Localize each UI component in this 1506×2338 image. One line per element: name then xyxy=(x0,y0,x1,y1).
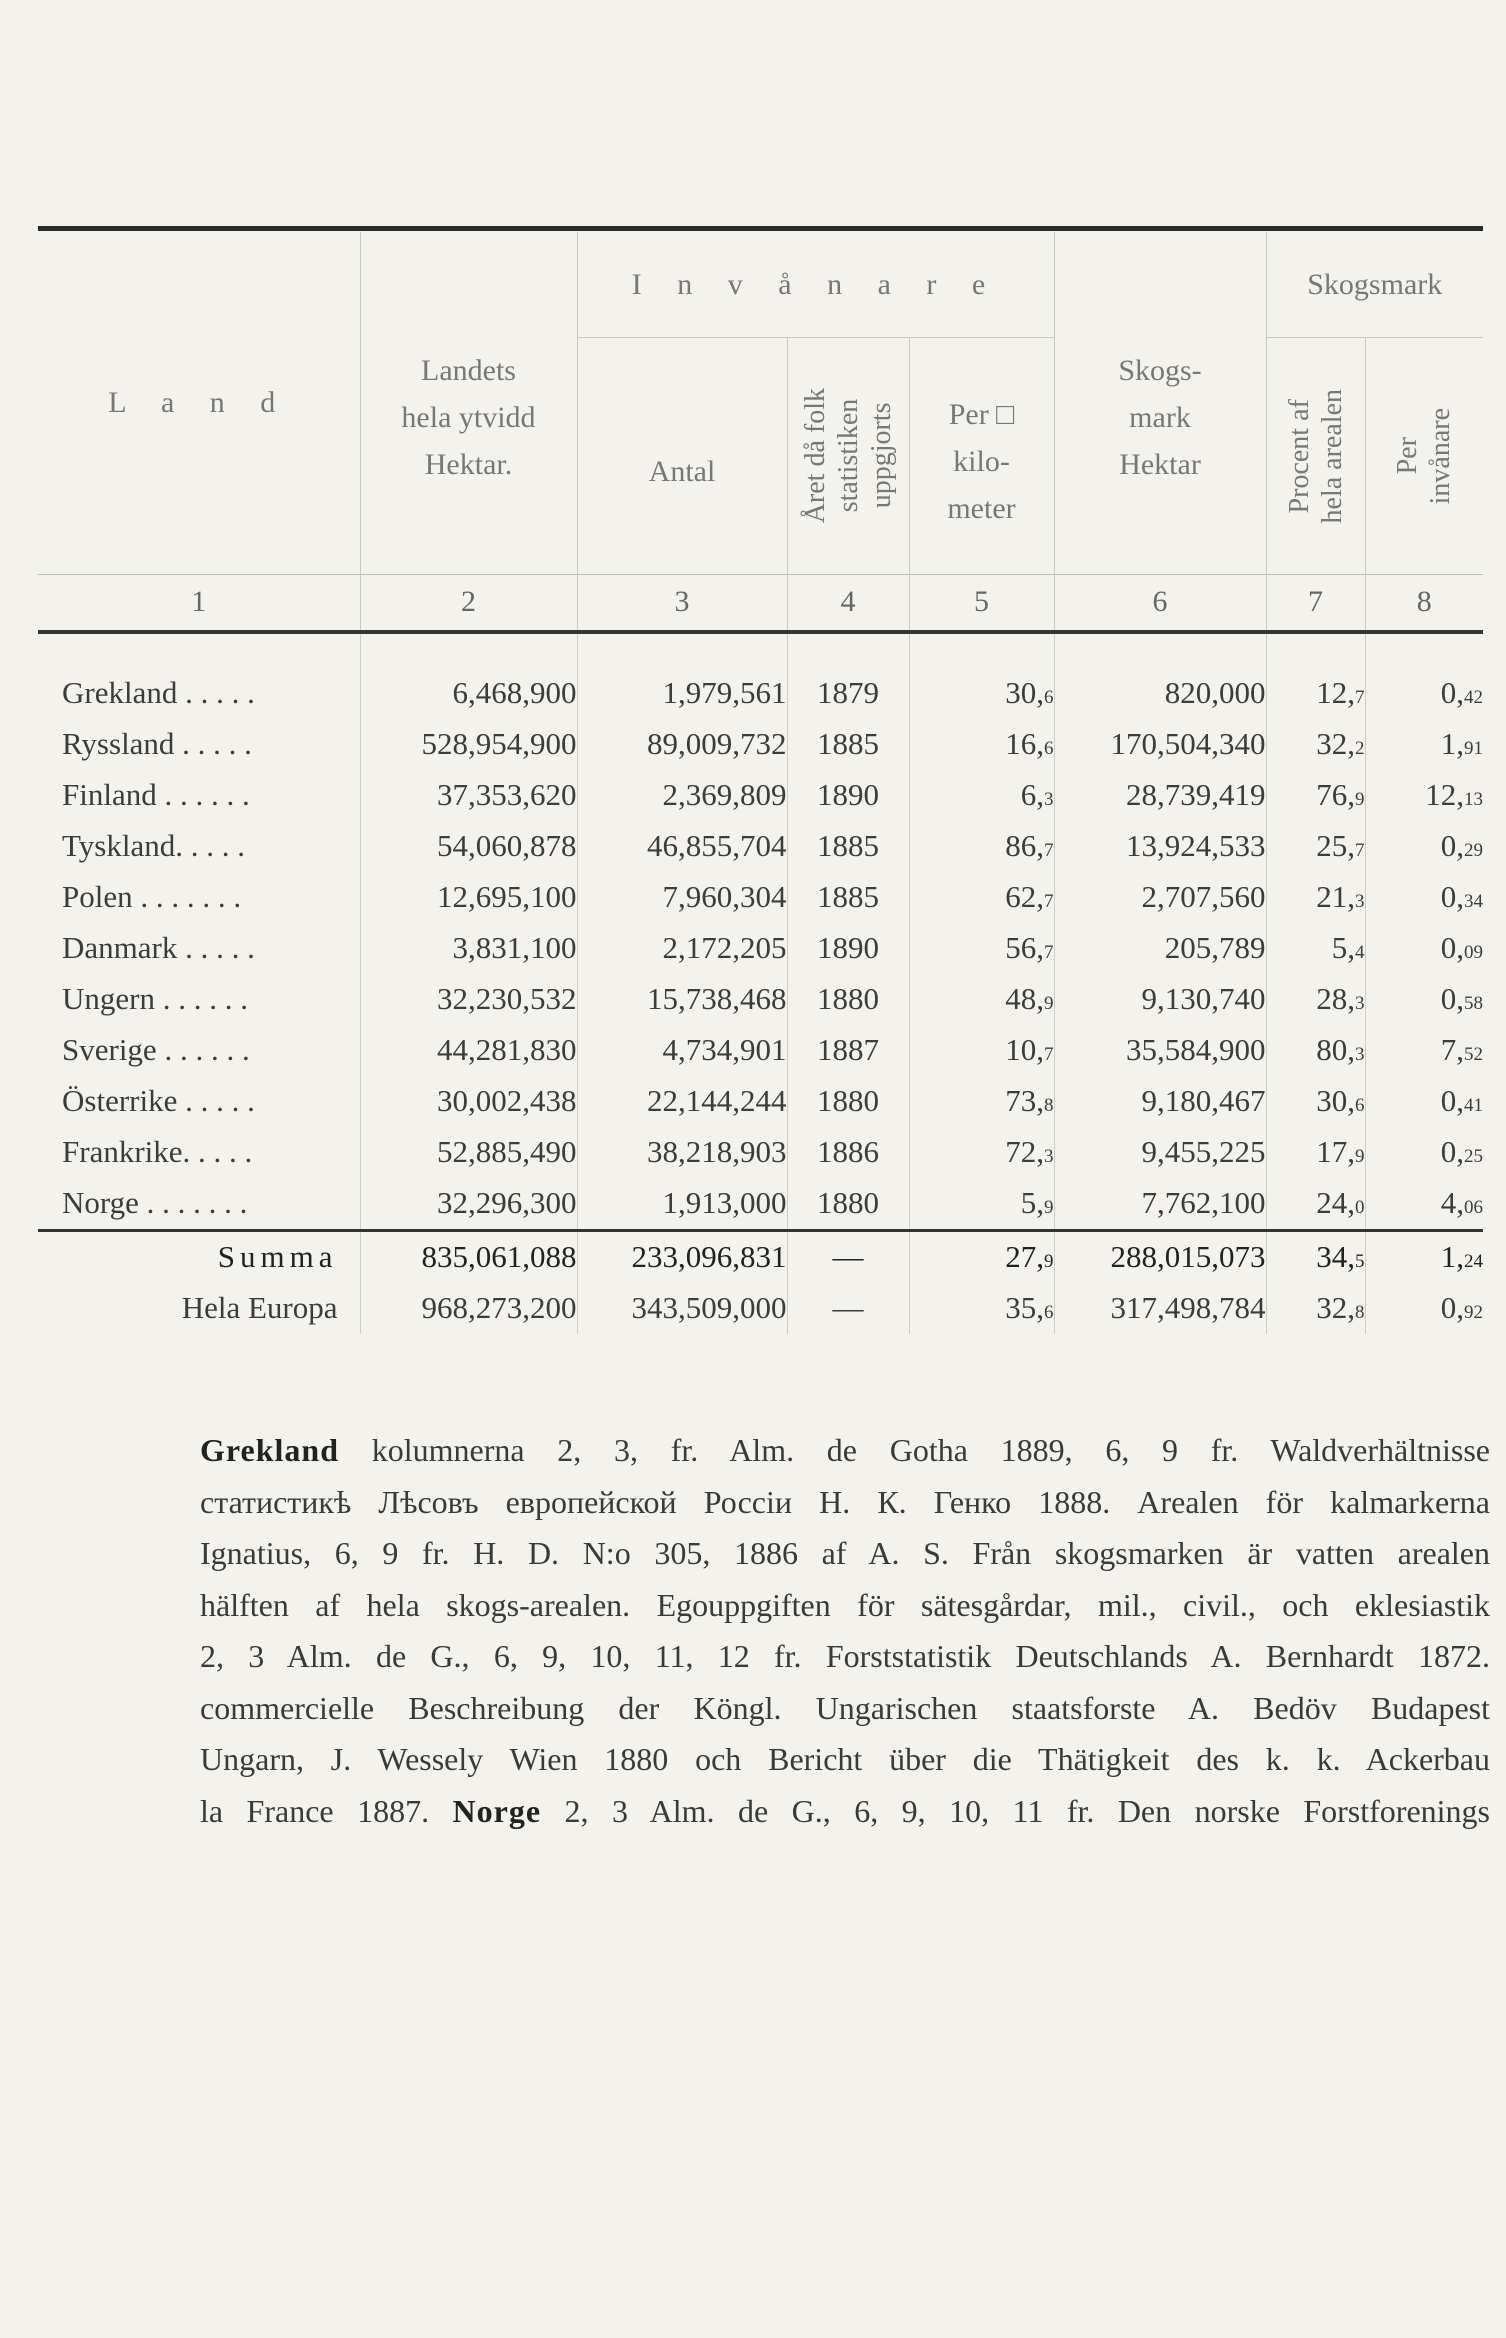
europa-ar: — xyxy=(787,1283,909,1334)
europa-km: 35,6 xyxy=(909,1283,1054,1334)
source-notes xyxy=(200,1425,1490,1837)
column-number: 2 xyxy=(360,574,577,632)
cell-antal: 2,172,205 xyxy=(577,923,787,974)
note-line: Grekland kolumnerna 2, 3, fr. Alm. de Gotha 1889, 6, 9 fr. Waldverhältnisse xyxy=(200,1432,1491,1468)
cell-proc: 5,4 xyxy=(1266,923,1365,974)
cell-per: 0,25 xyxy=(1440,1134,1483,1169)
table-row xyxy=(38,719,1483,770)
cell-km: 56,7 xyxy=(909,923,1054,974)
cell-per: 4,06 xyxy=(1365,1178,1483,1231)
cell-skog: 205,789 xyxy=(1054,923,1266,974)
cell-area: 6,468,900 xyxy=(360,668,577,719)
cell-per: 0,41 xyxy=(1440,1083,1483,1118)
column-number: 6 xyxy=(1054,574,1266,632)
note-line: Ungarn, J. Wessely Wien 1880 och Bericht über die Thätigkeit des k. k. Ackerbau xyxy=(200,1741,1490,1777)
cell-area: 44,281,830 xyxy=(360,1025,577,1076)
cell-ar: 1887 xyxy=(787,1025,909,1076)
cell-proc: 76,9 xyxy=(1266,770,1365,821)
cell-land: Österrike . . . . . xyxy=(38,1076,360,1127)
summa-ar: — xyxy=(787,1230,909,1283)
table-row xyxy=(38,872,1483,923)
summa-antal: 233,096,831 xyxy=(577,1230,787,1283)
summa-km: 27,9 xyxy=(909,1230,1054,1283)
cell-ar: 1880 xyxy=(787,974,909,1025)
cell-skog: 9,180,467 xyxy=(1054,1076,1266,1127)
table-row xyxy=(38,821,1483,872)
summa-per: 1,24 xyxy=(1365,1230,1483,1283)
cell-land: Sverige . . . . . . xyxy=(38,1025,360,1076)
cell-area: 54,060,878 xyxy=(360,821,577,872)
header-skogsmark: Skogsmark xyxy=(1266,232,1483,338)
note-line: 2, 3 Alm. de G., 6, 9, 10, 11, 12 fr. Forststatistik Deutschlands A. Bernhardt 1872. xyxy=(200,1638,1490,1674)
table-row xyxy=(38,1127,1483,1178)
cell-per: 7,52 xyxy=(1440,1032,1483,1067)
header-per-invanare: Per invånare xyxy=(1392,407,1457,505)
cell-km: 62,7 xyxy=(909,872,1054,923)
cell-area: 528,954,900 xyxy=(360,719,577,770)
header-per-km: Per □ kilo- meter xyxy=(909,338,1054,575)
cell-antal: 1,913,000 xyxy=(577,1178,787,1231)
cell-ar: 1885 xyxy=(787,872,909,923)
cell-area: 30,002,438 xyxy=(360,1076,577,1127)
table-row xyxy=(38,770,1483,821)
cell-skog: 35,584,900 xyxy=(1054,1025,1266,1076)
cell-proc: 12,7 xyxy=(1266,668,1365,719)
header-skogsmark-hektar: Skogs- mark Hektar xyxy=(1054,232,1266,574)
cell-km: 72,3 xyxy=(909,1127,1054,1178)
table-row xyxy=(38,668,1483,719)
cell-proc: 25,7 xyxy=(1266,821,1365,872)
cell-skog: 13,924,533 xyxy=(1054,821,1266,872)
cell-ar: 1880 xyxy=(787,1076,909,1127)
cell-land: Frankrike. . . . . xyxy=(38,1127,360,1178)
note-line: la France 1887. Norge 2, 3 Alm. de G., 6, 9, 10, 11 fr. Den norske Forstforenings xyxy=(200,1792,1490,1829)
cell-antal: 15,738,468 xyxy=(577,974,787,1025)
cell-ar: 1879 xyxy=(787,668,909,719)
cell-antal: 4,734,901 xyxy=(577,1025,787,1076)
top-rule xyxy=(38,226,1483,231)
europa-per: 0,92 xyxy=(1440,1290,1483,1325)
note-line: hälften af hela skogs-arealen. Egouppgiften för sätesgårdar, mil., civil., och eklesiastik xyxy=(200,1586,1490,1623)
cell-land: Danmark . . . . . xyxy=(38,923,360,974)
cell-proc: 30,6 xyxy=(1266,1076,1365,1127)
cell-ar: 1890 xyxy=(787,770,909,821)
cell-proc: 24,0 xyxy=(1266,1178,1365,1231)
cell-skog: 9,455,225 xyxy=(1054,1127,1266,1178)
summa-area: 835,061,088 xyxy=(360,1230,577,1283)
cell-area: 3,831,100 xyxy=(360,923,577,974)
europa-proc: 32,8 xyxy=(1266,1283,1365,1334)
table-row xyxy=(38,1076,1483,1127)
summa-skog: 288,015,073 xyxy=(1054,1230,1266,1283)
europa-antal: 343,509,000 xyxy=(577,1283,787,1334)
cell-km: 30,6 xyxy=(909,668,1054,719)
column-number-row xyxy=(38,574,1483,632)
cell-skog: 820,000 xyxy=(1054,668,1266,719)
cell-km: 73,8 xyxy=(909,1076,1054,1127)
cell-land: Polen . . . . . . . xyxy=(38,872,360,923)
column-number: 3 xyxy=(577,574,787,632)
cell-km: 86,7 xyxy=(909,821,1054,872)
europa-label: Hela Europa xyxy=(38,1283,360,1334)
cell-area: 32,296,300 xyxy=(360,1178,577,1231)
cell-antal: 38,218,903 xyxy=(577,1127,787,1178)
cell-km: 16,6 xyxy=(909,719,1054,770)
cell-land: Finland . . . . . . xyxy=(38,770,360,821)
europa-skog: 317,498,784 xyxy=(1054,1283,1266,1334)
cell-km: 10,7 xyxy=(909,1025,1054,1076)
header-antal: Antal xyxy=(577,338,787,575)
cell-km: 48,9 xyxy=(909,974,1054,1025)
table-row xyxy=(38,1178,1483,1231)
cell-proc: 17,9 xyxy=(1266,1127,1365,1178)
cell-land: Grekland . . . . . xyxy=(38,668,360,719)
header-landets: Landets hela ytvidd Hektar. xyxy=(360,232,577,574)
cell-land: Ungern . . . . . . xyxy=(38,974,360,1025)
header-procent: Procent af hela arealen xyxy=(1266,338,1365,575)
cell-land: Tyskland. . . . . xyxy=(38,821,360,872)
cell-ar: 1890 xyxy=(787,923,909,974)
cell-antal: 1,979,561 xyxy=(577,668,787,719)
cell-area: 52,885,490 xyxy=(360,1127,577,1178)
cell-ar: 1885 xyxy=(787,719,909,770)
column-number: 8 xyxy=(1365,574,1483,632)
header-invanare: I n v å n a r e xyxy=(577,232,1054,338)
note-line: статистикѣ Лѣсовъ европейской Россіи Н. К. Генко 1888. Arealen för kalmarkerna xyxy=(200,1483,1490,1520)
cell-proc: 21,3 xyxy=(1266,872,1365,923)
summa-row xyxy=(38,1230,1483,1283)
cell-skog: 170,504,340 xyxy=(1054,719,1266,770)
cell-ar: 1885 xyxy=(787,821,909,872)
table-row xyxy=(38,1025,1483,1076)
cell-per: 0,09 xyxy=(1440,930,1483,965)
summa-label: Summa xyxy=(38,1230,360,1283)
statistics-table xyxy=(38,232,1483,1334)
column-number: 5 xyxy=(909,574,1054,632)
europa-area: 968,273,200 xyxy=(360,1283,577,1334)
cell-skog: 28,739,419 xyxy=(1054,770,1266,821)
cell-skog: 2,707,560 xyxy=(1054,872,1266,923)
column-number: 1 xyxy=(38,574,360,632)
cell-ar: 1886 xyxy=(787,1127,909,1178)
cell-km: 5,9 xyxy=(909,1178,1054,1231)
table-row xyxy=(38,974,1483,1025)
cell-per: 1,91 xyxy=(1440,726,1483,761)
cell-ar: 1880 xyxy=(787,1178,909,1231)
cell-per: 12,13 xyxy=(1425,777,1483,812)
cell-area: 32,230,532 xyxy=(360,974,577,1025)
cell-proc: 32,2 xyxy=(1266,719,1365,770)
cell-land: Norge . . . . . . . xyxy=(38,1178,360,1231)
column-number: 7 xyxy=(1266,574,1365,632)
cell-antal: 89,009,732 xyxy=(577,719,787,770)
note-line: commercielle Beschreibung der Köngl. Ungarischen staatsforste A. Bedöv Budapest xyxy=(200,1689,1490,1726)
cell-skog: 9,130,740 xyxy=(1054,974,1266,1025)
cell-antal: 46,855,704 xyxy=(577,821,787,872)
cell-proc: 28,3 xyxy=(1266,974,1365,1025)
cell-antal: 22,144,244 xyxy=(577,1076,787,1127)
cell-land: Ryssland . . . . . xyxy=(38,719,360,770)
cell-antal: 2,369,809 xyxy=(577,770,787,821)
column-number: 4 xyxy=(787,574,909,632)
cell-area: 12,695,100 xyxy=(360,872,577,923)
cell-per: 0,42 xyxy=(1440,675,1483,710)
cell-proc: 80,3 xyxy=(1266,1025,1365,1076)
header-aret: Året då folk statistiken uppgjorts xyxy=(787,338,909,575)
cell-km: 6,3 xyxy=(909,770,1054,821)
cell-skog: 7,762,100 xyxy=(1054,1178,1266,1231)
table-row xyxy=(38,923,1483,974)
europa-row xyxy=(38,1283,1483,1334)
header-land: L a n d xyxy=(38,232,360,574)
note-line: Ignatius, 6, 9 fr. H. D. N:o 305, 1886 af A. S. Från skogsmarken är vatten arealen xyxy=(200,1535,1490,1571)
cell-area: 37,353,620 xyxy=(360,770,577,821)
summa-proc: 34,5 xyxy=(1266,1230,1365,1283)
cell-per: 0,58 xyxy=(1440,981,1483,1016)
cell-per: 0,34 xyxy=(1440,879,1483,914)
cell-per: 0,29 xyxy=(1440,828,1483,863)
cell-antal: 7,960,304 xyxy=(577,872,787,923)
